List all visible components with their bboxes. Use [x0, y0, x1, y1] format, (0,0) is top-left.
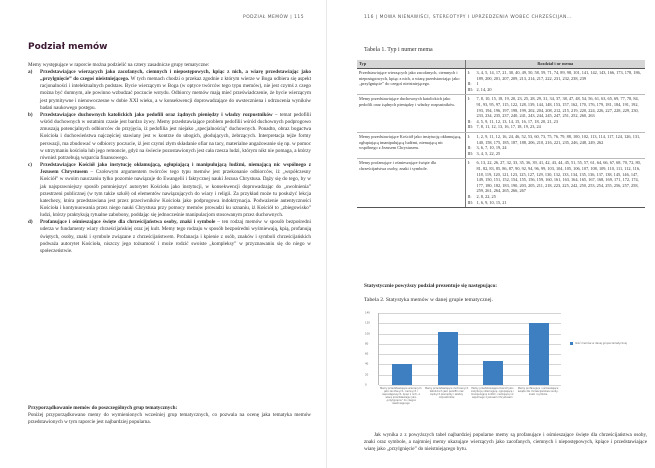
meme-numbers: 3, 4, 5, 22, 25 [476, 150, 501, 156]
gridline [379, 313, 561, 314]
x-axis-labels [378, 387, 561, 413]
legend-swatch [570, 342, 573, 345]
chapter-cell [465, 158, 645, 207]
thematic-group-list [28, 69, 311, 255]
y-tick-label: 40 [365, 362, 369, 366]
list-marker: d) [28, 219, 33, 226]
table-row [357, 158, 645, 207]
chapter-label: II: [467, 193, 472, 199]
meme-numbers: 4, 5, 9, 11, 12, 13, 14, 15, 16, 17, 18, 20, 21, 23 [476, 118, 558, 124]
meme-numbers: 3, 4, 5, 14, 17, 21, 30, 40, 49, 50, 58, 59, 71, 74, 89, 98, 101, 141, 142, 143, 166, 173, 178, 186, 189, 200, 201, 207, 209, 213, 214, 217, 222, 231, 232, 238, 239 [476, 70, 641, 81]
list-marker: b) [28, 111, 33, 118]
y-tick-label: 120 [365, 321, 370, 325]
chapter-label: III: [467, 86, 473, 92]
chapter-label: I: [467, 160, 471, 166]
y-tick-label: 20 [365, 373, 369, 377]
table1-caption: Tabela 1. Typ i numer mema [364, 47, 433, 53]
chapter-cell [465, 132, 645, 158]
y-tick-label: 80 [365, 342, 369, 346]
y-tick-label: 0 [365, 383, 367, 387]
list-item [28, 112, 311, 162]
meme-numbers: 7, 8, 10, 15, 18, 19, 20, 23, 25, 28, 29, 31, 34, 37, 38, 47, 48, 54, 56, 61, 63, 65, 69, 77, 78, 84, 91, 93, 95, 97, 115, 122, 128, 139, 144, 148, 153, 157, 162, 170, 176, 179, 181, 184, 191, 192, 193, 194, 196, 197, 198, 199, 202, 204, 208, 212, 215, 219, 220, 224, 226, 227, 228, 229, 230, 233, 234, 235, 237, 240, 241, 243, 244, 245, 247, 251, 252, 260, 263 [476, 96, 639, 119]
chapter-label: III: [467, 150, 473, 156]
chapter-label: I: [467, 134, 471, 140]
type-cell: Przedstawiające wierzących jako zacofanych, ciemnych i niepostępowych, kpiąc z nich, a wiarę przedstawiając jako „przylgnięcie” do czegoś nieistniejącego. [357, 68, 465, 94]
chapter-label: I: [467, 96, 471, 102]
gridline [379, 385, 561, 386]
chapter-label: I: [467, 70, 471, 76]
list-marker: c) [28, 162, 32, 169]
meme-numbers: 6, 13, 22, 26, 27, 32, 33, 35, 36, 39, 41, 42, 43, 44, 45, 51, 55, 57, 61, 64, 66, 67, 68, 70, 72, 80, 81, 82, 83, 85, 86, 87, 90, 92, 94, 96, 99, 103, 104, 105, 106, 107, 108, 109, 110, 111, 112, 116, 118, 119, 120, 121, 123, 125, 127, 129, 130, 132, 133, 134, 135, 136, 137, 138, 145, 146, 147, 149, 150, 151, 152, 154, 155, 156, 159, 160, 161, 163, 164, 165, 167, 168, 169, 171, 172, 174, 177, 180, 182, 183, 190, 203, 205, 211, 218, 223, 225, 242, 250, 253, 254, 255, 256, 257, 258, 259, 261, 264, 265, 266, 267 [476, 160, 641, 194]
meme-statistics-chart [365, 313, 651, 413]
section-subheading: Przyporządkowanie memów do poszczególnych grup tematycznych: [28, 405, 178, 411]
bar [483, 361, 503, 385]
meme-numbers: 1 [476, 81, 479, 87]
table2-caption: Tabela 2. Statystyka memów w danej grupie tematycznej. [364, 297, 493, 303]
meme-numbers: 2, 8, 22, 25 [476, 193, 496, 199]
item-heading: Profanujące i ośmieszające święte dla chrześcijaństwa osoby, znaki i symbole [40, 219, 216, 226]
x-tick-label: Memy przedstawiające duchownych katolickich jako pedofili oraz żądnych pieniędzy i władzy rozpustników [425, 387, 469, 400]
bar [529, 323, 549, 385]
type-cell: Memy profanujące i ośmieszające święte dla chrześcijaństwa osoby, znaki i symbole. [357, 158, 465, 207]
list-item [28, 69, 311, 112]
statistics-heading: Statystycznie powyższy podział prezentuje się następująco: [364, 283, 498, 289]
meme-numbers: 2, 14, 20 [476, 86, 492, 92]
y-tick-label: 100 [365, 332, 370, 336]
bar [392, 364, 412, 385]
item-text: – ten rodzaj memów w sposób bezpośredni uderza w fundamenty wiary chrześcijańskiej oraz jej kult. Memy tego rodzaju w sposób bezpośredni wyśmiewają, kpią, profanują świętych, osoby, znaki i symbole związane z chrześcijaństwem. Profanacja i kpienie z osób, znaków i symboli chrześcijańskich podważa autorytet Kościoła, niszczy jego tożsamość i może rodzić swoiste „kompleksy” w przyznawaniu się do niego w społeczeństwie. [40, 219, 311, 254]
chapter-label: III: [467, 124, 473, 130]
plot-area [378, 313, 561, 385]
item-text: W tych memach chodzi o przekaz zgodnie z którym wierze w Boga odbiera się aspekt racjonalności i intelektualnych podstaw. Bycie wierzącym w Boga (w optyce twórców tego typu memów), nie jest czymś z czego można być dumnym, ale powinno wzbudzać poczucie wstydu. Odbiorcy memów mają mieć przeświadczenie, że bycie wierzącym jest prymitywne i nienowoczesne w dobie XXI wieku, a w konsekwencji doprowadzające do uwsteczniena i odrzucenia wyników badań naukowego postępu. [40, 76, 311, 111]
item-text: – temat pedofilii wśród duchownych w ostatnim czasie jest bardzo żywy. Memy przedstawiające problem pedofilii wśród duchownych podprogowo zmuszają potencjalnych odbiorców do przyjęcia, iż pedofilia jest niejako „specjalnością” duchownych. Ponadto, obraz bogactwa Kościoła i duchowieństwa najczęściej stawiany jest w kontrze do ubogich, głodujących, żebrzących. Interpretacja tejże formy perswazji, ma zbudować w odbiorcy poczucie, iż jest czymś złym składanie ofiar na tacy, materialne angażowanie się np. w pomoc w utrzymaniu kościoła lub jego remoncie, gdyż na świecie pozostawionych jest cała rzesza ludzi, którym nikt nie pomaga, a którzy również potrzebują wsparcia finansowego. [40, 111, 311, 161]
right-page [327, 0, 654, 468]
column-header-chapter: Rozdział i nr mema [465, 60, 645, 68]
list-item [28, 219, 311, 255]
chapter-label: II: [467, 145, 472, 151]
meme-numbers: 1, 2, 9, 11, 12, 16, 24, 46, 52, 53, 60, 73, 75, 76, 79, 88, 100, 102, 113, 114, 117, 124, 126, 131, 140, 158, 175, 185, 187, 188, 206, 210, 216, 221, 235, 246, 248, 249, 262 [476, 134, 641, 145]
meme-numbers: 3, 6, 7, 10, 19, 24 [476, 145, 507, 151]
item-heading: Przedstawiające wierzących jako zacofanych, ciemnych i niepostępowych, kpiąc z nich, a wiarę przedstawiając jako „przylgnięcie” do czegoś nieistniejącego. [40, 69, 311, 83]
chapter-cell [465, 68, 645, 94]
y-tick-label: 140 [365, 311, 370, 315]
chapter-cell [465, 94, 645, 132]
conclusion-paragraph: Jak wynika z z powyższych tabel najbardziej popularne memy są profanujące i ośmieszające święte dla chrześcijaństwa osoby, znaki oraz symbole, a najmniej memy ukazujące wierzących jako zacofanych, ciemnych i niepostępowych, kpiące i przedstawiające wiarę jako „przylgnięcie” do nieistniejącego bytu. [364, 432, 647, 453]
list-marker: a) [28, 69, 33, 75]
list-item [28, 162, 311, 219]
item-heading: Przedstawiające duchownych katolickich jako pedofili oraz żądnych pieniędzy i władzy rozpustników [40, 111, 273, 118]
type-cell: Memy przedstawiające duchownych katolickich jako pedofili oraz żądnych pieniędzy i władzy rozpustników. [357, 94, 465, 132]
running-head: PODZIAŁ MEMÓW | 115 [243, 15, 304, 20]
legend-label: Ilość memów w danej grupie tematycznej [575, 342, 628, 345]
meme-numbers: 7, 8, 11, 12, 13, 16, 17, 18, 19, 23, 24 [476, 124, 541, 130]
left-page [0, 0, 327, 468]
x-tick-label: Memy przedstawiające wierzących jako zacofanych, ciemnych i niepostępowych, kpiąc z nich, a wiarę przedstawiając jako „przylgnięcie” do czegoś nieistniejącego [380, 387, 422, 406]
page-title: Podział memów [28, 42, 108, 52]
type-cell: Memy przedstawiające Kościół jako instytucję okłamującą, ogłupiającą imanipulującą ludźmi, niemającą nic wspólnego z Jezusem Chrystusem. [357, 132, 465, 158]
table-row [357, 132, 645, 158]
section-paragraph: Poniżej przyporządkowano memy do wymienionych wcześniej grup tematycznych, co pozwala na ocenę jaka tematyka memów przedstawionych w tym raporcie jest najbardziej popularna. [28, 412, 311, 426]
column-header-type: Typ [357, 60, 465, 68]
intro-paragraph: Memy występujące w raporcie można podzielić na cztery zasadnicze grupy tematyczne: [28, 62, 210, 68]
chart-legend [570, 342, 627, 345]
meme-type-table [357, 60, 645, 208]
bar [438, 332, 458, 385]
item-heading: Przedstawiające Kościół jako instytucję okłamującą, ogłupiającą i manipulującą ludźmi, niemającą nic wspólnego z Jezusem Chrystusem [40, 162, 311, 176]
table-row [357, 68, 645, 94]
x-tick-label: Memy przedstawiające Kościół jako instytucję okłamującą, ogłupiającą i manipulującą ludźmi, niemającą nic wspólnego z Jezusem Chrystusem [470, 387, 514, 400]
y-axis [365, 313, 375, 385]
x-tick-label: Memy profanujące i ośmieszające święte dla chrześcijaństwa osoby, znaki i symbole [517, 387, 559, 397]
table-row [357, 94, 645, 132]
chapter-label: II: [467, 81, 472, 87]
chapter-label: II: [467, 118, 472, 124]
y-tick-label: 60 [365, 352, 369, 356]
item-text: – Czołowym argumentem twórców tego typu memów jest przekonanie odbiorców, iż „współczesny Kościół” w swoim nauczaniu tylko pozornie nawiązuje do Ewangelii i faktycznej nauki Jezusa Chrystusa. Dąży się do tego, by w jak najsprawniejszy sposób pomniejszyć autorytet Kościoła jako instytucji, w konsekwencji doprowadzając do „uwolnienia” przestrzeni publicznej (w tym także szkół) od elementów nawiązujących do wiary i religii. Za przykład może tu posłużyć lekcja katechezy, która przedstawiana jest przez przeciwników Kościoła jako podprogowa indoktrynacja. Podważenie autentyczności Kościoła i kontynuowania przez niego nauki Chrystusa przy pomocy memów prowadzi ku uznaniu, iż Kościół to „zbiegowisko” ludzi, którzy praktykują rytualne zabobony, poddając się jednocześnie manipulacjom stosowanym przez duchownych. [40, 169, 311, 219]
chapter-label: III: [467, 199, 473, 205]
running-head: 116 | MOWA NIENAWIŚCI, STEREOTYPY I UPRZEDZENIA WOBEC CHRZEŚCIJAN… [364, 15, 572, 20]
table-header-row [357, 60, 645, 68]
meme-numbers: 1, 6, 9, 10, 15, 21 [476, 199, 507, 205]
